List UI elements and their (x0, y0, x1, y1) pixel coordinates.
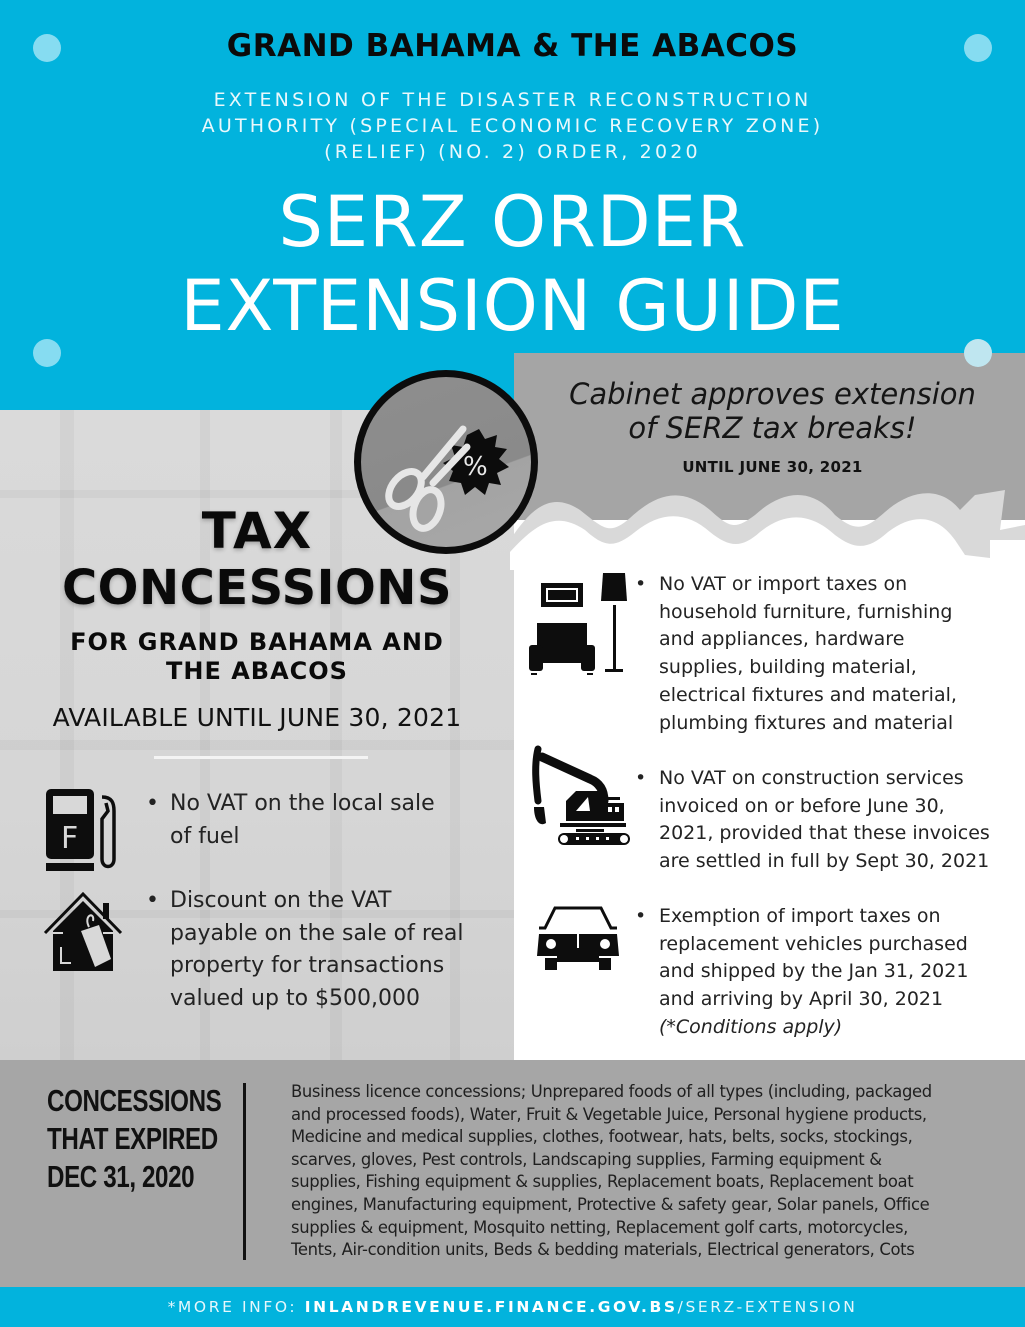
car-icon (537, 906, 621, 972)
region-subtitle (0, 628, 514, 686)
title-line: CONCESSIONS (61, 560, 453, 616)
excavator-icon (532, 745, 634, 845)
region-kicker: GRAND BAHAMA & THE ABACOS (226, 28, 799, 64)
title-line: SERZ ORDER (278, 181, 747, 263)
subtitle-line: THE ABACOS (166, 657, 348, 685)
furniture-concession-text: • No VAT or import taxes on household furniture, furnishing and appliances, hardware supplies, building material, electrical fixtures and material, plumbing fixtures and material (659, 571, 1009, 737)
svg-text:F: F (61, 821, 79, 856)
expired-heading: CONCESSIONS THAT EXPIRED DEC 31, 2020 (47, 1083, 222, 1194)
furniture-armchair-lamp-icon (529, 573, 629, 675)
subtitle-line: EXTENSION OF THE DISASTER RECONSTRUCTION (213, 89, 812, 111)
subtitle-line: AUTHORITY (SPECIAL ECONOMIC RECOVERY ZONE) (201, 115, 824, 137)
decorative-dot (964, 339, 992, 367)
house-price-tag-icon (43, 891, 123, 973)
headline-line: of SERZ tax breaks! (628, 411, 917, 445)
title-line: TAX (201, 502, 313, 560)
wave-divider (510, 470, 1025, 570)
subtitle-line: (RELIEF) (NO. 2) ORDER, 2020 (324, 141, 701, 163)
construction-concession-text: • No VAT on construction services invoiced on or before June 30, 2021, provided that these invoices are settled in full by Sept 30, 2021 (659, 765, 1009, 876)
vertical-divider (243, 1083, 246, 1260)
svg-text:%: % (463, 452, 488, 482)
announcement-headline (540, 377, 1005, 445)
order-subtitle (0, 87, 1025, 165)
subtitle-line: FOR GRAND BAHAMA AND (70, 628, 444, 656)
vehicle-concession-text: • Exemption of import taxes on replacement vehicles purchased and shipped by the Jan 31, 2021 and arriving by April 30, 2021 (*Conditions apply) (659, 903, 1009, 1042)
tax-concessions-title (0, 503, 514, 617)
expired-list: Business licence concessions; Unprepared foods of all types (including, packaged and processed foods), Water, Fruit & Vegetable Juice, Personal hygiene products, Medicine and medical supplies, clothes, footwear, hats, belts, socks, stockings, scarves, gloves, Pest controls, Landscaping supplies, Farming equipment & supplies, Fishing equipment & supplies, Replacement boats, Replacement boat engines, Manufacturing equipment, Protective & safety gear, Solar panels, Office supplies & equipment, Mosquito netting, Replacement golf carts, motorcycles, Tents, Air-condition units, Beds & bedding materials, Electrical generators, Cots (291, 1082, 932, 1260)
availability-date: AVAILABLE UNTIL JUNE 30, 2021 (52, 703, 462, 732)
fuel-pump-icon (46, 789, 122, 871)
more-info-link-domain[interactable]: INLANDREVENUE.FINANCE.GOV.BS (304, 1298, 678, 1316)
header-banner (0, 0, 1025, 410)
page-title (0, 180, 1025, 348)
announcement-until: UNTIL JUNE 30, 2021 (682, 458, 863, 476)
footer-more-info (0, 1287, 1025, 1327)
headline-line: Cabinet approves extension (569, 377, 976, 411)
title-line: EXTENSION GUIDE (180, 265, 845, 347)
more-info-link-path[interactable]: /SERZ-EXTENSION (677, 1298, 858, 1316)
divider (154, 756, 368, 759)
property-concession-text: • Discount on the VAT payable on the sale of real property for transactions valued up to $500,000 (170, 885, 500, 1015)
more-info-label: *MORE INFO: (167, 1298, 305, 1316)
fuel-concession-text: • No VAT on the local sale of fuel (170, 788, 500, 853)
conditions-note: (*Conditions apply) (659, 1015, 843, 1038)
